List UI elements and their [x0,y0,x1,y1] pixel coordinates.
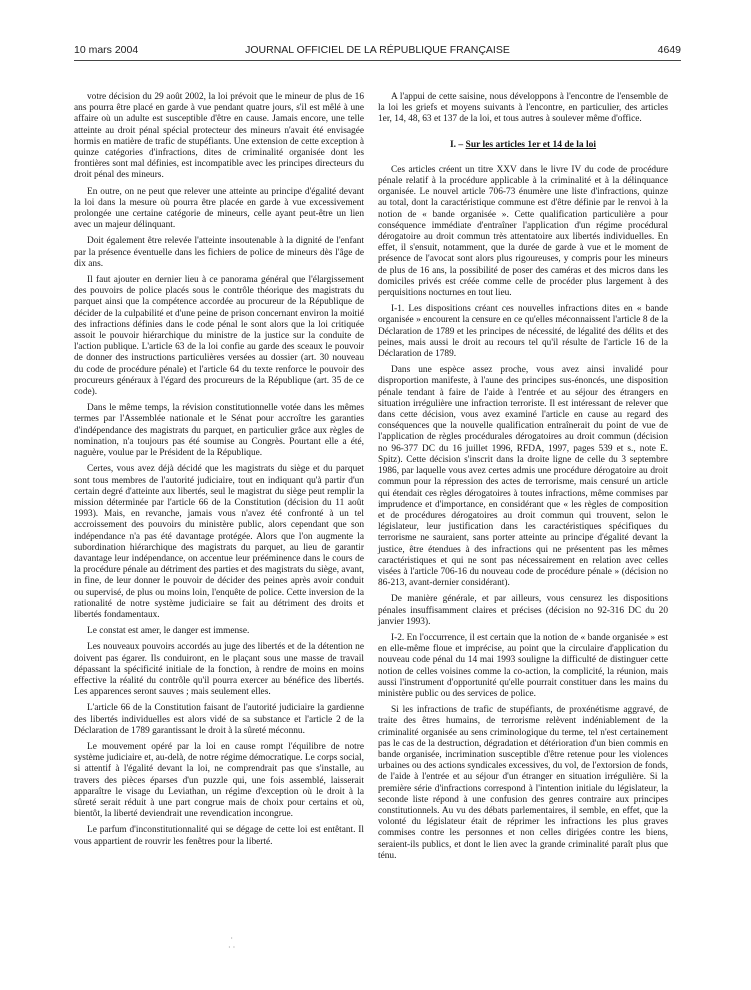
header-rule [74,60,681,61]
paragraph: Si les infractions de trafic de stupéfiants, de proxénétisme aggravé, de traite des êtres humains, de terrorisme relèvent indéniablement de la criminalité organisée au sens criminologique du terme, tel n'est certainement pas le cas de la destruction, dégradation et détérioration d'un bien commis en bande organisée, incrimination susceptible d'être retenue pour les violences urbaines ou des actions syndicales excessives, du vol, de l'extorsion de fonds, de l'aide à l'entrée et au séjour d'un étranger en situation irrégulière. Si la première série d'infractions correspond à l'intention initiale du législateur, la seconde liste répond à une confusion des genres contraire aux principes constitutionnels. Au vu des débats parlementaires, il semble, en effet, que la volonté du législateur était de réprimer les infractions les plus graves commises contre les personnes et non celles dirigées contre les biens, seraient-ils publics, et dont le lien avec la grande criminalité paraît plus que ténu. [378,705,668,861]
paragraph: Le mouvement opéré par la loi en cause rompt l'équilibre de notre système judiciaire et, au-delà, de notre régime démocratique. Le corps social, si attentif à l'égalité devant la loi, ne comprendrait pas que s'installe, au travers des pièces éparses d'un puzzle qui, une fois assemblé, laisserait apparaître le visage du Leviathan, un régime d'exception où le droit à la sûreté serait réduit à une part congrue mais de choix pour certains et où, bientôt, la liberté deviendrait une revendication incongrue. [74,741,364,820]
paragraph: En outre, on ne peut que relever une atteinte au principe d'égalité devant la loi dans la mesure où pourra être placée en garde à vue excessivement prolongée une certaine catégorie de mineurs, celle ayant peut-être un lien avec un majeur délinquant. [74,186,364,231]
paragraph: Les nouveaux pouvoirs accordés au juge des libertés et de la détention ne doivent pas égarer. Ils conduiront, en le plaçant sous une masse de travail dépassant la spécificité initiale de la fonction, à rendre de moins en moins effective la réalité du contrôle qu'il pourra exercer au bénéfice des libertés. Les apparences seront sauves ; mais seulement elles. [74,642,364,698]
page-header [74,44,681,60]
intro-paragraph: A l'appui de cette saisine, nous développons à l'encontre de l'ensemble de la loi les griefs et moyens suivants à l'encontre, en particulier, des articles 1er, 14, 48, 63 et 137 de la loi, et tous autres à soulever même d'office. [378,92,668,125]
paragraph: Le parfum d'inconstitutionnalité qui se dégage de cette loi est entêtant. Il vous appartient de rouvrir les fenêtres pour la liberté. [74,825,364,847]
left-column [74,92,364,853]
section-title: Sur les articles 1er et 14 de la loi [465,139,597,150]
paragraph: I-2. En l'occurrence, il est certain que la notion de « bande organisée » est en elle-même floue et imprécise, au point que la circulaire d'application du nouveau code pénal du 14 mai 1993 souligne la difficulté de distinguer cette notion de celles voisines comme la co-action, la complicité, la réunion, mais aussi l'instrument d'opportunité qu'elle pourrait constituer dans les mains du ministère public ou des services de police. [378,632,668,699]
paragraph: I-1. Les dispositions créant ces nouvelles infractions dites en « bande organisée » encourent la censure en ce qu'elles méconnaissent l'article 8 de la Déclaration de 1789 et les principes de nécessité, de légalité des délits et des peines, mais aussi le droit au recours tel qu'il résulte de l'article 16 de la Déclaration de 1789. [378,304,668,360]
print-mark: · · · [228,934,236,952]
paragraph: Dans une espèce assez proche, vous avez ainsi invalidé pour disproportion manifeste, à l'aune des principes sus-énoncés, une disposition pénale tendant à faire de l'aide à l'entrée et au séjour des étrangers en situation irrégulière une infraction terroriste. Il est intéressant de relever que dans cette décision, vous avez examiné l'article en cause au regard des conséquences que la nouvelle qualification entraînerait du point de vue de l'application de règles procédurales dérogatoires au droit commun (décision no 96-377 DC du 16 juillet 1996, RFDA, 1997, pages 539 et s., note E. Spitz). Cette décision s'inscrit dans la droite ligne de celle du 3 septembre 1986, par laquelle vous avez certes admis une procédure dérogatoire au droit commun pour la répression des actes de terrorisme, mais censuré un article qui étendait ces règles dérogatoires à toutes infractions, même commises par imprudence et d'importance, en considérant que « les règles de composition et de procédures dérogatoires au droit commun qui trouvent, selon le législateur, leur justification dans les caractéristiques spécifiques du terrorisme ne sauraient, sans porter atteinte au principe d'égalité devant la justice, être étendues à des infractions qui ne présentent pas les mêmes caractéristiques et qui ne sont pas nécessairement en relation avec celles visées à l'article 706-16 du nouveau code de procédure pénale » (décision no 86-213, avant-dernier considérant). [378,365,668,589]
journal-title: JOURNAL OFFICIEL DE LA RÉPUBLIQUE FRANÇAISE [245,44,510,56]
paragraph: L'article 66 de la Constitution faisant de l'autorité judiciaire la gardienne des libertés individuelles est alors vidé de sa substance et l'article 2 de la Déclaration de 1789 garantissant le droit à la sûreté méconnu. [74,703,364,736]
paragraph: De manière générale, et par ailleurs, vous censurez les dispositions pénales insuffisamment claires et précises (décision no 92-316 DC du 20 janvier 1993). [378,594,668,627]
paragraph: Il faut ajouter en dernier lieu à ce panorama général que l'élargissement des pouvoirs de police placés sous le contrôle théorique des magistrats du parquet ainsi que la compétence accordée au procureur de la République de décider de la culpabilité et d'une peine de prison concernant environ la moitié des infractions définies dans le code pénal le sont alors que la loi critiquée assoit le pouvoir hiérarchique du ministre de la justice sur la conduite de l'action publique. L'article 63 de la loi confie au garde des sceaux le pouvoir de donner des instructions particulières versées au dossier (art. 30 nouveau du code de procédure pénale) et l'article 64 du texte renforce le pouvoir des procureurs généraux à l'égard des procureurs de la République (art. 35 de ce code). [74,275,364,398]
page-number: 4649 [657,44,681,56]
paragraph: votre décision du 29 août 2002, la loi prévoit que le mineur de plus de 16 ans pourra être placé en garde à vue pendant quatre jours, s'il est mêlé à une affaire où un adulte est susceptible d'être en cause. Jamais encore, une telle atteinte au droit pénal spécial protecteur des mineurs n'avait été envisagée hormis en matière de trafic de stupéfiants. Une extension de cette exception à quinze catégories d'infractions, dites de criminalité organisée dont les frontières sont mal définies, est incompatible avec les principes directeurs du droit pénal des mineurs. [74,92,364,181]
section-heading [378,140,668,151]
issue-date: 10 mars 2004 [74,44,139,56]
paragraph: Certes, vous avez déjà décidé que les magistrats du siège et du parquet sont tous membres de l'autorité judiciaire, tout en indiquant qu'à partir d'un certain degré d'atteinte aux libertés, seul le magistrat du siège peut remplir la mission déterminée par l'article 66 de la Constitution (décision du 11 août 1993). Mais, en revanche, jamais vous n'avez été confronté à un tel accroissement des pouvoirs du ministère public, alors cependant que son indépendance n'a pas été davantage protégée. Alors que l'on augmente la subordination hiérarchique des magistrats du parquet, au lieu de garantir davantage leur indépendance, on accentue leur prééminence dans le cours de la procédure pénale au détriment des parties et des magistrats du siège, avant, in fine, de leur donner le pouvoir de décider des peines après avoir conduit ou supervisé, de plus ou moins loin, l'enquête de police. Cette inversion de la rationalité de notre système judiciaire se fait au détriment des droits et libertés fondamentaux. [74,464,364,620]
paragraph: Le constat est amer, le danger est immense. [87,626,250,637]
paragraph: Dans le même temps, la révision constitutionnelle votée dans les mêmes termes par l'Assemblée nationale et le Sénat pour accroître les garanties d'indépendance des magistrats du parquet, en particulier grâce aux règles de nomination, n'a toujours pas été soumise au Congrès. Pourtant elle a été, naguère, voulue par le Président de la République. [74,403,364,459]
paragraph: Ces articles créent un titre XXV dans le livre IV du code de procédure pénale relatif à la procédure applicable à la criminalité et à la délinquance organisée. Le nouvel article 706-73 énumère une liste d'infractions, quinze au total, dont la caractéristique commune est d'être définie par le renvoi à la notion de « bande organisée ». Cette qualification particulière a pour conséquence immédiate d'entraîner l'application d'un régime procédural dérogatoire au droit commun très attentatoire aux libertés individuelles. En effet, il s'ensuit, notamment, que la durée de garde à vue et le moment de présence de l'avocat sont alors plus rigoureuses, y compris pour les mineurs de plus de 16 ans, la possibilité de poser des caméras et des micros dans les domiciles privés est créée comme celle de procéder plus largement à des perquisitions nocturnes en tout lieu. [378,164,668,299]
right-column [378,92,668,867]
paragraph: Doit également être relevée l'atteinte insoutenable à la dignité de l'enfant par la présence éventuelle dans les fichiers de police de mineurs dès l'âge de dix ans. [74,236,364,269]
section-number: I. – [449,139,464,150]
